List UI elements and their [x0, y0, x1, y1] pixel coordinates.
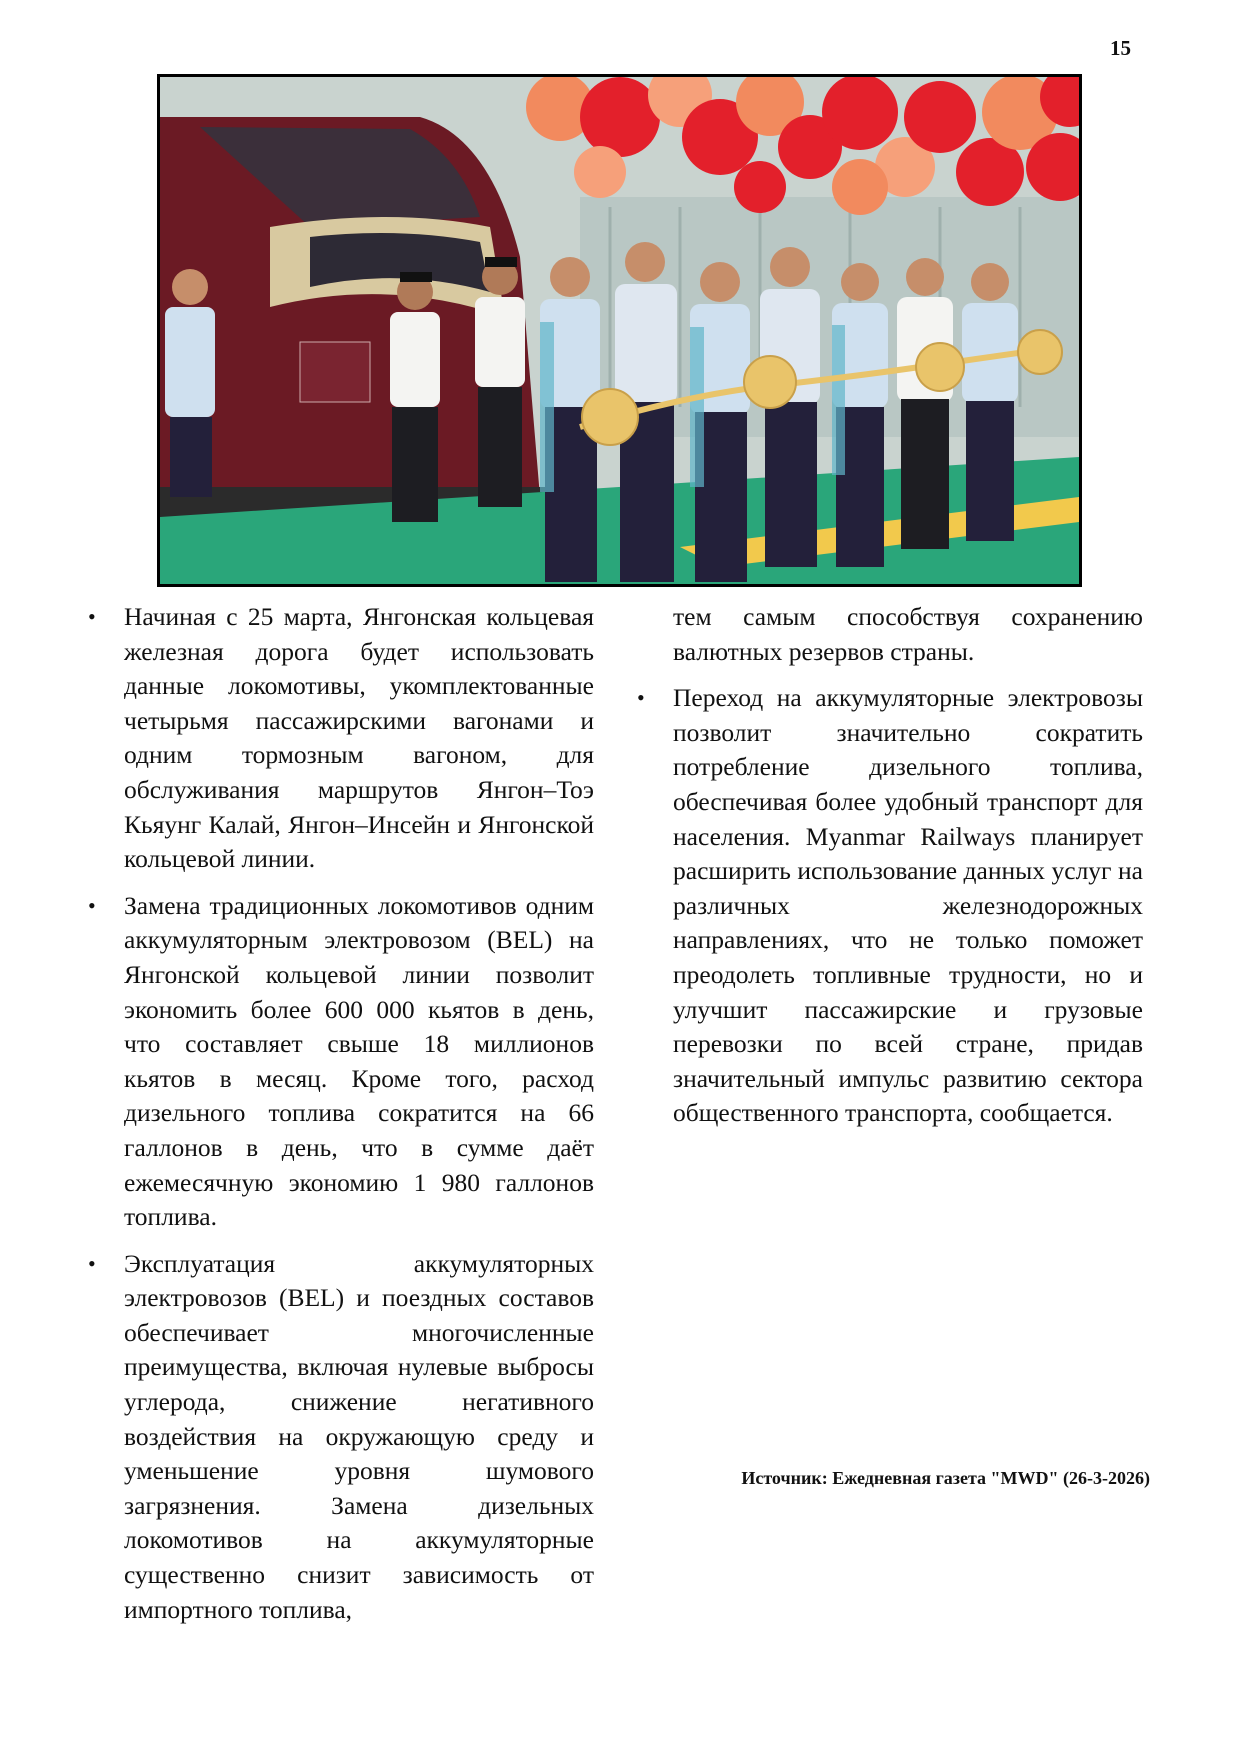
- continued-paragraph: тем самым способствуя сохранению валютных резервов страны.: [673, 602, 1143, 666]
- right-column: [631, 600, 1143, 1143]
- list-item: [82, 600, 594, 877]
- list-item: [82, 1247, 594, 1628]
- paragraph-text: Эксплуатация аккумуляторных электровозов (BEL) и поездных составов обеспечивает многочисленные преимущества, включая нулевые выбросы углерода, снижение негативного воздействия на окружающую среду и уменьшение уровня шумового загрязнения. Замена дизельных локомотивов на аккумуляторные существенно снизит зависимость от импортного топлива,: [124, 1248, 594, 1624]
- ceremony-photo: [157, 74, 1082, 587]
- paragraph-text: Переход на аккумуляторные электровозы позволит значительно сократить потребление дизельного топлива, обеспечивая более удобный транспорт для населения. Myanmar Railways планирует расширить использование данных услуг на различных железнодорожных направлениях, что не только поможет преодолеть топливные трудности, но и улучшит пассажирские и грузовые перевозки по всей стране, придав значительный импульс развитию сектора общественного транспорта, сообщается.: [673, 683, 1143, 1128]
- ceremony-photo-illustration: [160, 77, 1079, 584]
- list-item: [631, 681, 1143, 1131]
- left-column: [82, 600, 594, 1639]
- bullet-marker: •: [88, 604, 96, 629]
- bullet-marker: •: [88, 892, 96, 918]
- bullet-marker: •: [637, 685, 645, 711]
- source-citation: Источник: Ежедневная газета "MWD" (26-3-2026): [741, 1468, 1150, 1488]
- list-item: [82, 889, 594, 1235]
- paragraph-text: Замена традиционных локомотивов одним аккумуляторным электровозом (BEL) на Янгонской кольцевой линии позволит экономить более 600 000 кьятов в день, что составляет свыше 18 миллионов кьятов в месяц. Кроме того, расход дизельного топлива сократится на 66 галлонов в день, что в сумме даёт ежемесячную экономию 1 980 галлонов топлива.: [124, 890, 594, 1232]
- bullet-marker: •: [88, 1250, 96, 1276]
- paragraph-text: Начиная с 25 марта, Янгонская кольцевая железная дорога будет использовать данные локомотивы, укомплектованные четырьмя пассажирскими вагонами и одним тормозным вагоном, для обслуживания маршрутов Янгон–Тоэ Кьяунг Калай, Янгон–Инсейн и Янгонской кольцевой линии.: [124, 602, 594, 874]
- page-number: 15: [1110, 36, 1131, 60]
